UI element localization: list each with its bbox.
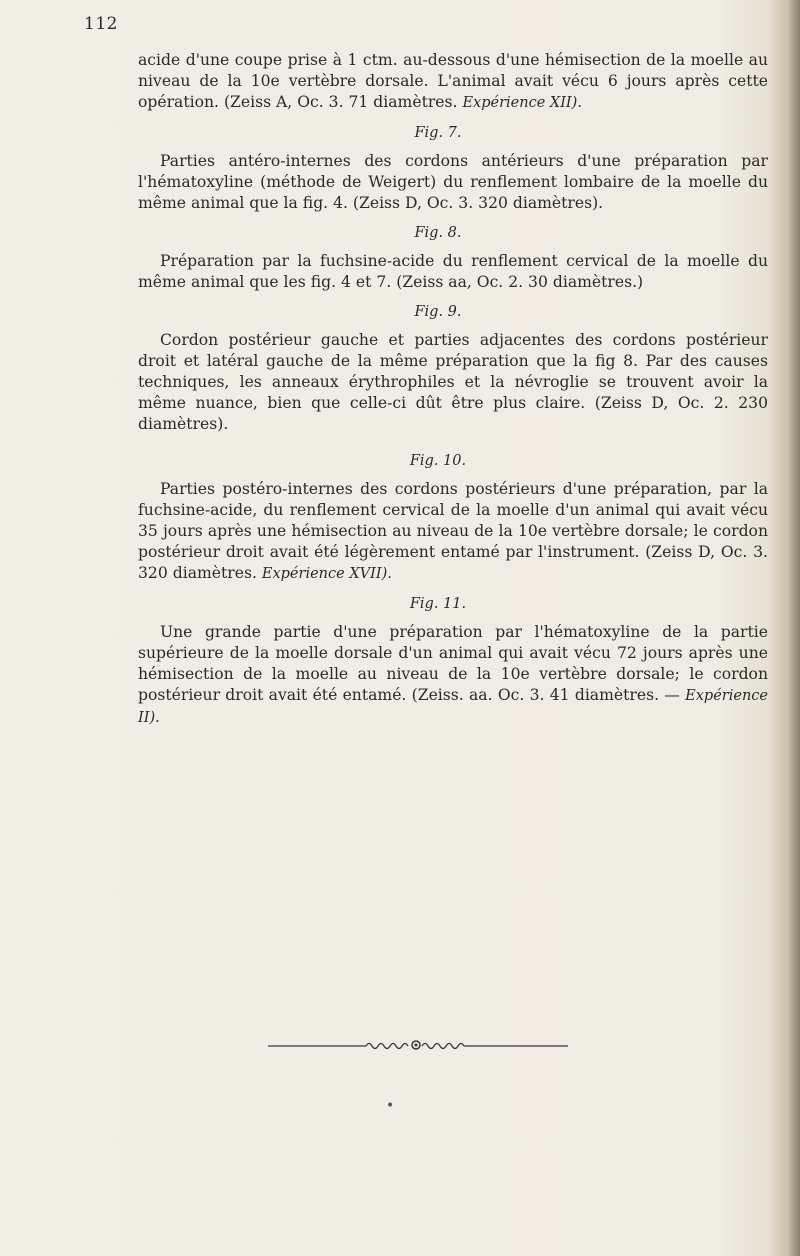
figure-text: Une grande partie d'une préparation par l'hématoxyline de la partie supérieure de la moelle dorsale d'un animal qui avait vécu 72 jours après une hémisection de la moelle au niveau de la 10e vertèbre dorsale; le cordon postérieur droit avait été entamé. (Zeiss. aa. Oc. 3. 41 diamètres. — — [138, 623, 768, 704]
page-number: 112 — [84, 14, 118, 34]
figure-caption-label: Fig. 8. — [414, 225, 462, 241]
figure-experience: Expérience II). — [138, 688, 768, 726]
figure-experience: Expérience XVII). — [261, 566, 392, 582]
print-speck-mark: • — [386, 1098, 395, 1114]
intro-text: acide d'une coupe prise à 1 ctm. au-dessous d'une hémisection de la moelle au niveau de la 10e vertèbre dorsale. L'animal avait vécu 6 jours après cette opération. (Zeiss A, Oc. 3. 71 diamètres. — [138, 51, 768, 111]
figure-caption-text — [138, 251, 768, 293]
figure-caption-text — [138, 330, 768, 435]
page-edge-shadow — [786, 0, 800, 1256]
figure-text: Parties postéro-internes des cordons postérieurs d'une préparation, par la fuchsine-acide, du renflement cervical de la moelle d'un animal qui avait vécu 35 jours après une hémisection au niveau de la 10e vertèbre dorsale; le cordon postérieur droit avait été légèrement entamé par l'instrument. (Zeiss D, Oc. 3. 320 diamètres. — [138, 480, 768, 582]
figure-text: Cordon postérieur gauche et parties adjacentes des cordons postérieur droit et latéral gauche de la même préparation que la fig 8. Par des causes techniques, les anneaux érythrophiles et la névroglie se trouvent avoir la même nuance, bien que celle-ci dût être plus claire. (Zeiss D, Oc. 2. 230 diamètres). — [138, 331, 768, 433]
figure-caption-text — [138, 479, 768, 585]
figure-text: Préparation par la fuchsine-acide du renflement cervical de la moelle du même animal que les fig. 4 et 7. (Zeiss aa, Oc. 2. 30 diamètres.) — [138, 252, 768, 291]
text-body — [138, 50, 768, 729]
figure-text: Parties antéro-internes des cordons antérieurs d'une préparation par l'hématoxyline (méthode de Weigert) du renflement lombaire de la moelle du même animal que la fig. 4. (Zeiss D, Oc. 3. 320 diamètres). — [138, 152, 768, 212]
figure-caption-label: Fig. 7. — [414, 125, 462, 141]
figure-caption-label: Fig. 9. — [414, 304, 462, 320]
intro-paragraph — [138, 50, 768, 114]
figure-caption-label: Fig. 11. — [409, 596, 467, 612]
figure-caption-text — [138, 151, 768, 214]
figure-caption-label: Fig. 10. — [409, 453, 467, 469]
figure-caption-text — [138, 622, 768, 729]
end-ornament-icon — [268, 1036, 568, 1056]
intro-experience: Expérience XII). — [462, 95, 582, 111]
